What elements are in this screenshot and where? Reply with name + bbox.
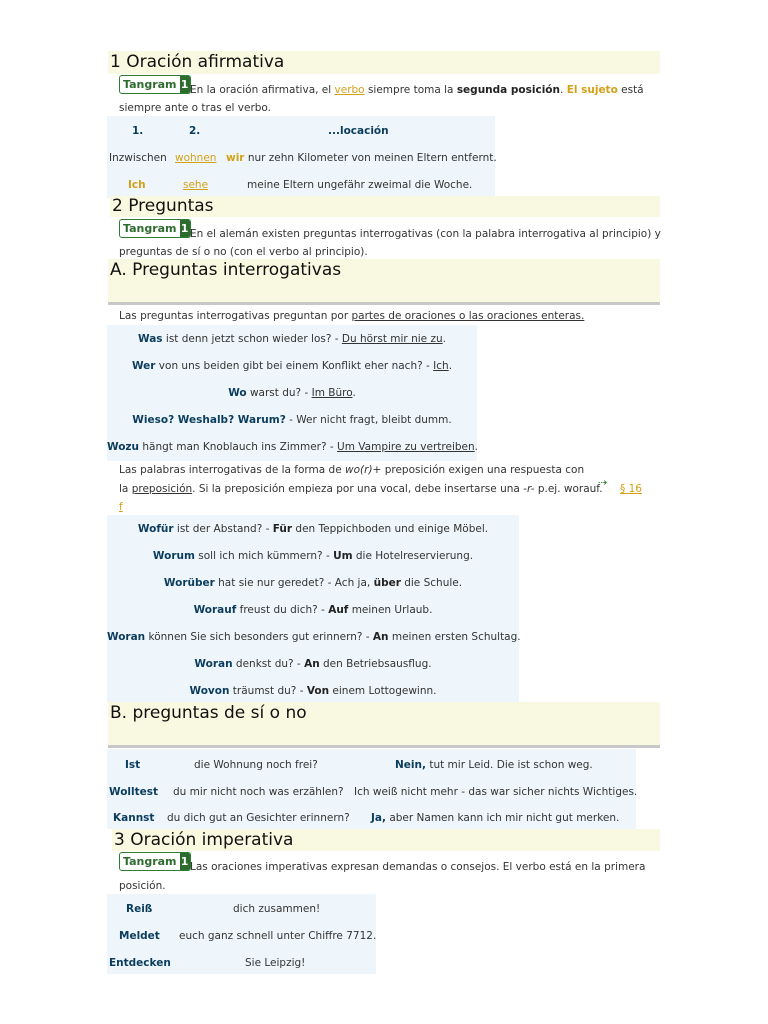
text: . (448, 360, 453, 372)
text: träumst du? - (229, 685, 307, 697)
preposition: An (304, 658, 320, 670)
text: meinen Urlaub. (348, 604, 433, 616)
text: tut mir Leid. Die ist schon weg. (425, 759, 593, 771)
text: den Betriebsausflug. (319, 658, 432, 670)
question-word: Wo (228, 387, 247, 399)
paragraph-reference-link[interactable]: § 16 (620, 483, 642, 495)
subject-highlight: wir (226, 152, 245, 164)
text: einem Lottogewinn. (329, 685, 437, 697)
example-row (107, 440, 477, 454)
rest-cell: euch ganz schnell unter Chiffre 7712. (179, 930, 377, 942)
example-row (107, 332, 477, 346)
italic-text: -r- (523, 483, 535, 495)
text: siempre toma la (364, 84, 457, 96)
question-word: Woran (194, 658, 233, 670)
arrow-right-icon: ⇢ (598, 476, 608, 489)
text: hat sie nur geredet? - Ach ja, (214, 577, 374, 589)
example-cell: meine Eltern ungefähr zweimal die Woche. (247, 179, 473, 191)
tangram-badge[interactable] (119, 852, 191, 871)
text: denkst du? - (232, 658, 305, 670)
example-subject: Ich (128, 179, 146, 191)
text: - Wer nicht fragt, bleibt dumm. (285, 414, 452, 426)
text: Las preguntas interrogativas preguntan por (119, 310, 352, 322)
text: . (560, 84, 567, 96)
verb-cell: Kannst (113, 812, 155, 824)
answer-cell (395, 758, 593, 772)
text: . (352, 387, 356, 399)
preposition: Für (272, 523, 293, 535)
text: die Hotelreservierung. (352, 550, 474, 562)
example-row (109, 151, 167, 165)
example-verb-link[interactable]: sehe (183, 179, 209, 191)
underlined-text: preposición (131, 483, 193, 495)
text: von uns beiden gibt bei einem Konflikt eher nach? - (155, 360, 434, 372)
preposition-explanation-line2 (119, 480, 603, 499)
section-heading-imperative: 3 Oración imperativa (112, 829, 660, 851)
divider (108, 302, 660, 305)
text: ist denn jetzt schon wieder los? - (162, 333, 342, 345)
preposition: Von (306, 685, 330, 697)
text: können Sie sich besonders gut erinnern? - (145, 631, 373, 643)
section-heading-questions: 2 Preguntas (110, 196, 660, 217)
affirmative-explanation-line2: siempre ante o tras el verbo. (119, 102, 272, 114)
section-heading-affirmative: 1 Oración afirmativa (108, 51, 660, 74)
text: p.ej. worauf. (534, 483, 603, 495)
question-word: Wieso? Weshalb? Warum? (132, 414, 286, 426)
middle-cell: du mir nicht noch was erzählen? (173, 786, 344, 798)
text: den Teppichboden und einige Möbel. (292, 523, 489, 535)
underlined-text: partes de oraciones o las oraciones enteras. (351, 310, 585, 322)
text: die Schule. (400, 577, 463, 589)
text: hängt man Knoblauch ins Zimmer? - (139, 441, 338, 453)
text: . Si la preposición empieza por una vocal, debe insertarse una (192, 483, 524, 495)
preposition: An (372, 631, 389, 643)
text: ist der Abstand? - (173, 523, 273, 535)
example-row (107, 576, 519, 590)
verb-cell: Wolltest (109, 786, 159, 798)
text: preposición exigen una respuesta con (381, 464, 585, 476)
preposition: über (373, 577, 401, 589)
divider (108, 745, 660, 748)
text: warst du? - (246, 387, 312, 399)
text: freust du dich? - (236, 604, 329, 616)
question-word: Worauf (193, 604, 237, 616)
answer-cell: Ich weiß nicht mehr - das war sicher nichts Wichtiges. (354, 786, 638, 798)
column-header-location: ...locación (328, 125, 389, 137)
answer-text: Ich (433, 360, 449, 372)
question-word: Wofür (137, 523, 174, 535)
example-row (107, 603, 519, 617)
example-row (107, 413, 477, 427)
tangram-number: 1 (180, 78, 189, 91)
example-row (107, 359, 477, 373)
answer-text: Um Vampire zu vertreiben (337, 441, 475, 453)
rest-cell: dich zusammen! (233, 903, 321, 915)
preposition: Auf (328, 604, 349, 616)
preposition-explanation (119, 461, 584, 480)
tangram-badge[interactable] (119, 219, 191, 238)
question-word: Woran (107, 631, 146, 643)
example-row (107, 549, 519, 563)
verbo-link[interactable]: verbo (334, 84, 365, 96)
tangram-number: 1 (180, 855, 189, 868)
example-row-rest (226, 151, 497, 165)
paragraph-reference-link[interactable]: f (119, 501, 123, 513)
example-row (107, 657, 519, 671)
cell: Inzwischen (109, 152, 167, 164)
column-header-2: 2. (189, 125, 201, 137)
question-word: Wovon (189, 685, 230, 697)
text: soll ich mich kümmern? - (194, 550, 334, 562)
imperative-explanation-line2: posición. (119, 880, 166, 892)
answer-word: Nein, (395, 759, 426, 771)
tangram-label: Tangram (123, 78, 177, 91)
text: . (442, 333, 446, 345)
subject-highlight: El sujeto (566, 84, 618, 96)
cell: nur zehn Kilometer von meinen Eltern entfernt. (244, 152, 497, 164)
verb-cell: Reiß (126, 903, 153, 915)
verb-cell: Entdecken (109, 957, 171, 969)
interrogative-intro (119, 307, 584, 326)
questions-explanation-line2: preguntas de sí o no (con el verbo al principio). (119, 246, 368, 258)
answer-text: Du hörst mir nie zu (341, 333, 443, 345)
text: está (617, 84, 644, 96)
preposition: Um (333, 550, 353, 562)
question-word: Wer (131, 360, 156, 372)
tangram-number: 1 (180, 222, 189, 235)
italic-text: wo(r)+ (345, 464, 382, 476)
question-word: Worüber (163, 577, 215, 589)
question-word: Wozu (107, 441, 140, 453)
example-verb-link[interactable]: wohnen (175, 152, 217, 164)
text: aber Namen kann ich mir nicht gut merken. (385, 812, 620, 824)
tangram-label: Tangram (123, 855, 177, 868)
text: En la oración afirmativa, el (190, 84, 335, 96)
section-heading-yes-no: B. preguntas de sí o no (108, 702, 660, 745)
example-row (107, 684, 519, 698)
question-word: Was (138, 333, 163, 345)
bold-text: segunda posición (456, 84, 560, 96)
example-row (107, 386, 477, 400)
column-header-1: 1. (132, 125, 144, 137)
example-row (107, 522, 519, 536)
text: la (119, 483, 132, 495)
text: Las palabras interrogativas de la forma de (119, 464, 346, 476)
verb-cell: Ist (125, 759, 141, 771)
answer-text: Im Büro (311, 387, 353, 399)
answer-cell (371, 811, 619, 825)
middle-cell: du dich gut an Gesichter erinnern? (167, 812, 350, 824)
middle-cell: die Wohnung noch frei? (194, 759, 318, 771)
rest-cell: Sie Leipzig! (245, 957, 306, 969)
question-word: Worum (152, 550, 195, 562)
tangram-badge[interactable] (119, 75, 191, 94)
text: . (474, 441, 478, 453)
tangram-label: Tangram (123, 222, 177, 235)
answer-word: Ja, (371, 812, 386, 824)
section-heading-interrogative: A. Preguntas interrogativas (108, 259, 660, 302)
affirmative-explanation (190, 81, 644, 100)
questions-explanation: En el alemán existen preguntas interrogativas (con la palabra interrogativa al principio) y (190, 228, 661, 240)
text: meinen ersten Schultag. (388, 631, 521, 643)
example-row (107, 630, 519, 644)
imperative-explanation: Las oraciones imperativas expresan demandas o consejos. El verbo está en la primera (190, 861, 646, 873)
verb-cell: Meldet (119, 930, 160, 942)
